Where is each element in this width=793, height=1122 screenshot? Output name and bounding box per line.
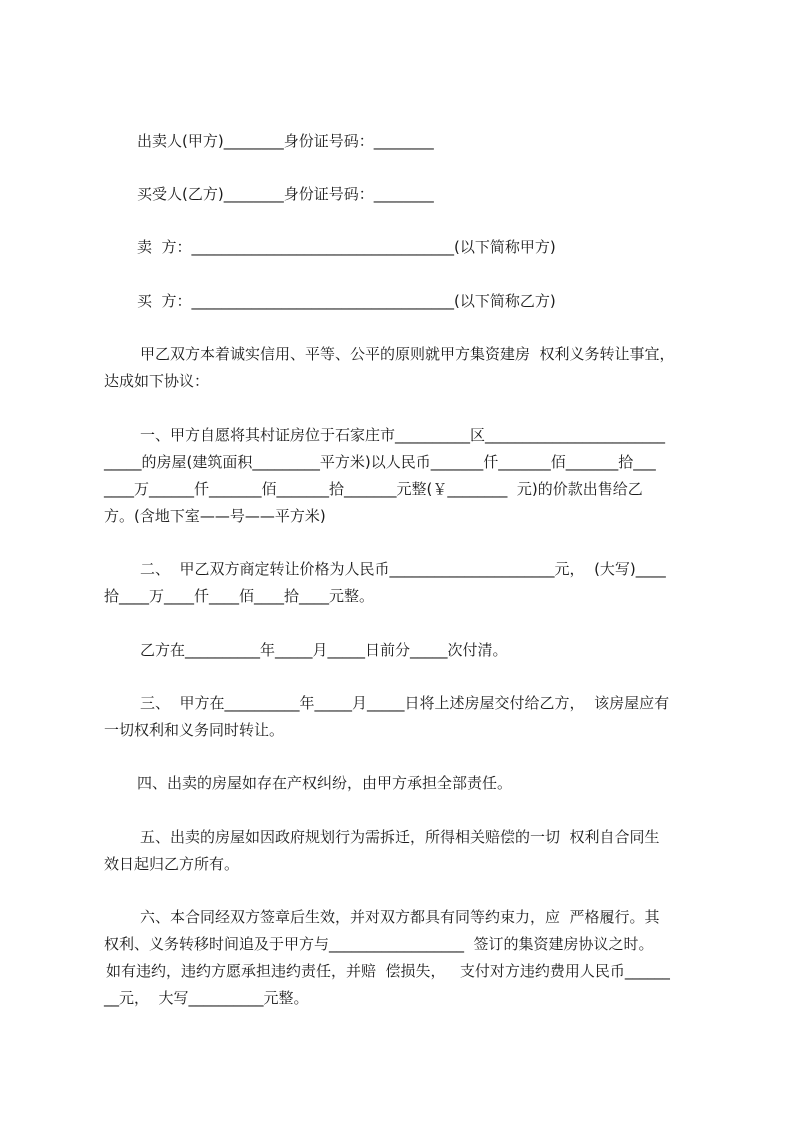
clause-6-line-3: 如有违约，违约方愿承担违约责任，并赔 偿损失， 支付对方违约费用人民币______ xyxy=(106,962,670,980)
clause-6-line-2: 权利、义务转移时间追及于甲方与__________________ 签订的集资建房协议之时。 xyxy=(104,935,654,953)
clause-2-line-2: 拾____万____仟____佰____拾____元整。 xyxy=(104,587,375,605)
clause-4-line-1: 四、出卖的房屋如存在产权纠纷，由甲方承担全部责任。 xyxy=(137,774,513,792)
clause-1-line-3: ____万______仟_______佰_______拾_______元整(￥________ 元)的价款出售给乙 xyxy=(104,480,643,498)
clause-2-payment: 乙方在__________年_____月_____日前分_____次付清。 xyxy=(140,641,508,659)
clause-6-line-4: __元， 大写__________元整。 xyxy=(104,989,309,1007)
clause-1-line-4: 方。(含地下室——号——平方米) xyxy=(104,507,326,525)
clause-3-line-1: 三、 甲方在__________年_____月_____日将上述房屋交付给乙方， 该房屋应有 xyxy=(140,694,670,712)
seller-id-line: 出卖人(甲方)________身份证号码：________ xyxy=(137,132,434,150)
clause-5-line-1: 五、出卖的房屋如因政府规划行为需拆迁，所得相关赔偿的一切 权利自合同生 xyxy=(140,828,660,846)
seller-line: 卖 方：___________________________________(以下简称甲方) xyxy=(137,238,556,256)
clause-6-line-1: 六、本合同经双方签章后生效，并对双方都具有同等约束力，应 严格履行。其 xyxy=(140,908,660,926)
clause-1-line-2: _____的房屋(建筑面积_________平方米)以人民币_______仟_______佰_______拾___ xyxy=(104,453,656,471)
clause-3-line-2: 一切权利和义务同时转让。 xyxy=(104,721,285,739)
preamble-line-2: 达成如下协议： xyxy=(104,372,210,390)
buyer-line: 买 方：___________________________________(以下简称乙方) xyxy=(137,292,556,310)
clause-5-line-2: 效日起归乙方所有。 xyxy=(104,855,240,873)
preamble-line-1: 甲乙双方本着诚实信用、平等、公平的原则就甲方集资建房 权利义务转让事宜， xyxy=(140,345,675,363)
clause-1-line-1: 一、甲方自愿将其村证房位于石家庄市__________区________________________ xyxy=(140,426,666,444)
buyer-id-line: 买受人(乙方)________身份证号码：________ xyxy=(137,185,434,203)
clause-2-line-1: 二、 甲乙双方商定转让价格为人民币______________________元， (大写)____ xyxy=(140,560,666,578)
